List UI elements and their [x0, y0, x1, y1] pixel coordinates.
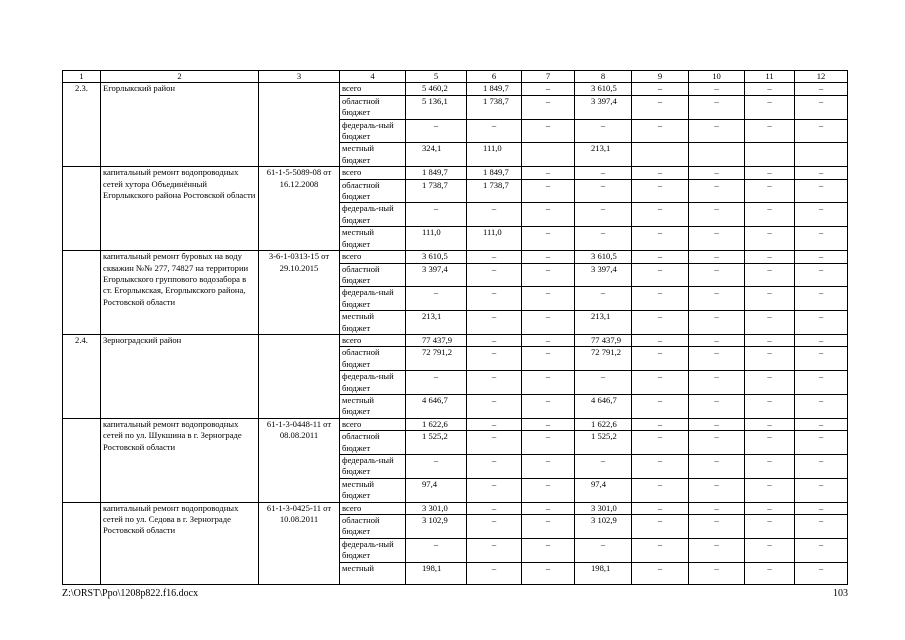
- value-cell: –: [745, 478, 795, 502]
- value-cell: 1 849,7: [406, 167, 467, 179]
- budget-table: [62, 70, 848, 585]
- document-code: [259, 83, 340, 167]
- value-cell: –: [795, 95, 848, 119]
- value-cell: –: [745, 394, 795, 418]
- value-cell: –: [522, 119, 575, 143]
- value-cell: –: [632, 418, 689, 430]
- value-cell: –: [467, 347, 522, 371]
- value-cell: –: [632, 167, 689, 179]
- value-cell: –: [795, 502, 848, 514]
- value-cell: –: [575, 179, 632, 203]
- value-cell: –: [795, 347, 848, 371]
- funding-source: местный: [340, 562, 406, 584]
- value-cell: –: [522, 311, 575, 335]
- header-cell: 3: [259, 71, 340, 83]
- object-name: капитальный ремонт водопроводных сетей по ул. Шукшина в г. Зернограде Ростовской области: [101, 418, 259, 502]
- row-number: 2.3.: [63, 83, 101, 167]
- value-cell: –: [632, 227, 689, 251]
- document-code: 61-1-5-5089-08 от 16.12.2008: [259, 167, 340, 251]
- value-cell: 1 849,7: [467, 83, 522, 95]
- object-name: капитальный ремонт буровых на воду скважин №№ 277, 74827 на территории Егорлыкского группового водозабора в ст. Егорлыкская, Егорлыкского района, Ростовской области: [101, 251, 259, 335]
- value-cell: –: [522, 287, 575, 311]
- value-cell: 198,1: [575, 562, 632, 584]
- object-name: Егорлыкский район: [101, 83, 259, 167]
- header-cell: 12: [795, 71, 848, 83]
- value-cell: 1 849,7: [467, 167, 522, 179]
- value-cell: –: [795, 431, 848, 455]
- funding-source: местный бюджет: [340, 311, 406, 335]
- value-cell: 111,0: [406, 227, 467, 251]
- value-cell: –: [522, 455, 575, 479]
- value-cell: 4 646,7: [575, 394, 632, 418]
- value-cell: –: [632, 515, 689, 539]
- funding-source: федераль-ный бюджет: [340, 371, 406, 395]
- value-cell: –: [632, 263, 689, 287]
- value-cell: –: [689, 418, 745, 430]
- value-cell: –: [689, 394, 745, 418]
- value-cell: 3 610,5: [406, 251, 467, 263]
- value-cell: [522, 143, 575, 167]
- value-cell: –: [522, 515, 575, 539]
- value-cell: 77 437,9: [406, 334, 467, 346]
- funding-source: местный бюджет: [340, 478, 406, 502]
- value-cell: –: [632, 83, 689, 95]
- value-cell: 97,4: [406, 478, 467, 502]
- value-cell: –: [745, 95, 795, 119]
- table-row: [63, 83, 848, 95]
- value-cell: –: [632, 431, 689, 455]
- value-cell: –: [632, 538, 689, 562]
- value-cell: 3 397,4: [406, 263, 467, 287]
- value-cell: –: [689, 203, 745, 227]
- value-cell: –: [522, 538, 575, 562]
- value-cell: –: [406, 119, 467, 143]
- value-cell: –: [522, 394, 575, 418]
- value-cell: –: [689, 167, 745, 179]
- value-cell: –: [745, 203, 795, 227]
- value-cell: 1 622,6: [406, 418, 467, 430]
- value-cell: –: [745, 431, 795, 455]
- value-cell: 1 738,7: [467, 95, 522, 119]
- header-cell: 6: [467, 71, 522, 83]
- funding-source: федераль-ный бюджет: [340, 455, 406, 479]
- value-cell: –: [795, 394, 848, 418]
- value-cell: –: [632, 119, 689, 143]
- value-cell: –: [745, 562, 795, 584]
- value-cell: –: [795, 478, 848, 502]
- table-row: [63, 167, 848, 179]
- value-cell: –: [632, 95, 689, 119]
- value-cell: –: [632, 455, 689, 479]
- value-cell: –: [745, 538, 795, 562]
- value-cell: –: [575, 371, 632, 395]
- document-code: 3-6-1-0313-15 от 29.10.2015: [259, 251, 340, 335]
- funding-source: федераль-ный бюджет: [340, 119, 406, 143]
- value-cell: –: [522, 179, 575, 203]
- value-cell: –: [632, 251, 689, 263]
- value-cell: –: [467, 562, 522, 584]
- value-cell: –: [689, 95, 745, 119]
- value-cell: –: [745, 515, 795, 539]
- value-cell: –: [406, 538, 467, 562]
- value-cell: –: [632, 371, 689, 395]
- footer-file-path: Z:\ORST\Ppo\1208p822.f16.docx: [62, 588, 199, 599]
- value-cell: –: [632, 287, 689, 311]
- header-cell: 9: [632, 71, 689, 83]
- table-row: [63, 251, 848, 263]
- value-cell: –: [689, 334, 745, 346]
- value-cell: –: [689, 311, 745, 335]
- value-cell: –: [795, 203, 848, 227]
- value-cell: 111,0: [467, 143, 522, 167]
- value-cell: 3 397,4: [575, 95, 632, 119]
- value-cell: –: [522, 562, 575, 584]
- funding-source: федераль-ный бюджет: [340, 538, 406, 562]
- value-cell: 5 460,2: [406, 83, 467, 95]
- value-cell: –: [632, 203, 689, 227]
- value-cell: –: [689, 227, 745, 251]
- value-cell: –: [467, 538, 522, 562]
- row-number: [63, 167, 101, 251]
- funding-source: всего: [340, 418, 406, 430]
- row-number: [63, 251, 101, 335]
- funding-source: федераль-ный бюджет: [340, 287, 406, 311]
- value-cell: –: [406, 203, 467, 227]
- value-cell: –: [406, 371, 467, 395]
- value-cell: [689, 143, 745, 167]
- table-row: [63, 418, 848, 430]
- funding-source: местный бюджет: [340, 143, 406, 167]
- value-cell: –: [795, 562, 848, 584]
- header-row: [63, 71, 848, 83]
- value-cell: –: [689, 347, 745, 371]
- value-cell: –: [689, 538, 745, 562]
- value-cell: –: [745, 227, 795, 251]
- value-cell: –: [745, 251, 795, 263]
- value-cell: –: [575, 538, 632, 562]
- value-cell: 97,4: [575, 478, 632, 502]
- value-cell: 1 525,2: [406, 431, 467, 455]
- value-cell: 3 610,5: [575, 83, 632, 95]
- funding-source: федераль-ный бюджет: [340, 203, 406, 227]
- value-cell: –: [745, 179, 795, 203]
- value-cell: –: [795, 311, 848, 335]
- value-cell: –: [795, 455, 848, 479]
- funding-source: областной бюджет: [340, 263, 406, 287]
- header-cell: 5: [406, 71, 467, 83]
- value-cell: –: [467, 251, 522, 263]
- document-code: 61-1-3-0448-11 от 08.08.2011: [259, 418, 340, 502]
- funding-source: областной бюджет: [340, 515, 406, 539]
- value-cell: –: [522, 431, 575, 455]
- value-cell: 72 791,2: [406, 347, 467, 371]
- value-cell: 1 738,7: [467, 179, 522, 203]
- header-cell: 11: [745, 71, 795, 83]
- value-cell: –: [745, 287, 795, 311]
- value-cell: 3 397,4: [575, 263, 632, 287]
- value-cell: –: [632, 179, 689, 203]
- value-cell: –: [467, 502, 522, 514]
- header-cell: 4: [340, 71, 406, 83]
- value-cell: 4 646,7: [406, 394, 467, 418]
- value-cell: –: [745, 371, 795, 395]
- row-number: 2.4.: [63, 334, 101, 418]
- value-cell: –: [575, 203, 632, 227]
- funding-source: всего: [340, 251, 406, 263]
- value-cell: –: [522, 418, 575, 430]
- value-cell: –: [467, 334, 522, 346]
- value-cell: –: [467, 478, 522, 502]
- value-cell: –: [795, 251, 848, 263]
- value-cell: –: [795, 167, 848, 179]
- header-cell: 2: [101, 71, 259, 83]
- value-cell: –: [689, 431, 745, 455]
- value-cell: –: [575, 227, 632, 251]
- value-cell: –: [689, 515, 745, 539]
- value-cell: –: [745, 263, 795, 287]
- value-cell: –: [795, 334, 848, 346]
- value-cell: –: [467, 418, 522, 430]
- value-cell: –: [795, 538, 848, 562]
- value-cell: –: [745, 334, 795, 346]
- funding-source: областной бюджет: [340, 431, 406, 455]
- value-cell: –: [522, 203, 575, 227]
- value-cell: –: [745, 119, 795, 143]
- value-cell: –: [467, 311, 522, 335]
- value-cell: 1 738,7: [406, 179, 467, 203]
- value-cell: –: [575, 455, 632, 479]
- value-cell: 324,1: [406, 143, 467, 167]
- document-code: 61-1-3-0425-11 от 10.08.2011: [259, 502, 340, 584]
- value-cell: –: [467, 394, 522, 418]
- value-cell: –: [689, 371, 745, 395]
- object-name: капитальный ремонт водопроводных сетей хутора Объединённый Егорлыкского района Ростовской области: [101, 167, 259, 251]
- funding-source: областной бюджет: [340, 95, 406, 119]
- object-name: капитальный ремонт водопроводных сетей по ул. Седова в г. Зернограде Ростовской области: [101, 502, 259, 584]
- value-cell: –: [745, 167, 795, 179]
- value-cell: –: [632, 502, 689, 514]
- value-cell: –: [632, 347, 689, 371]
- table-row: [63, 502, 848, 514]
- funding-source: местный бюджет: [340, 394, 406, 418]
- value-cell: –: [795, 263, 848, 287]
- value-cell: –: [689, 478, 745, 502]
- value-cell: –: [795, 418, 848, 430]
- value-cell: –: [795, 287, 848, 311]
- header-cell: 7: [522, 71, 575, 83]
- value-cell: [795, 143, 848, 167]
- header-cell: 10: [689, 71, 745, 83]
- value-cell: –: [467, 455, 522, 479]
- value-cell: 3 301,0: [406, 502, 467, 514]
- value-cell: –: [522, 95, 575, 119]
- value-cell: –: [467, 515, 522, 539]
- funding-source: всего: [340, 502, 406, 514]
- funding-source: всего: [340, 334, 406, 346]
- value-cell: –: [689, 455, 745, 479]
- value-cell: –: [467, 287, 522, 311]
- value-cell: –: [522, 371, 575, 395]
- value-cell: –: [522, 502, 575, 514]
- document-code: [259, 334, 340, 418]
- value-cell: 213,1: [575, 311, 632, 335]
- value-cell: 1 622,6: [575, 418, 632, 430]
- value-cell: –: [745, 455, 795, 479]
- value-cell: –: [795, 83, 848, 95]
- funding-source: областной бюджет: [340, 179, 406, 203]
- value-cell: 5 136,1: [406, 95, 467, 119]
- value-cell: –: [522, 83, 575, 95]
- object-name: Зерноградский район: [101, 334, 259, 418]
- value-cell: –: [522, 251, 575, 263]
- value-cell: –: [522, 167, 575, 179]
- value-cell: –: [575, 119, 632, 143]
- value-cell: –: [689, 83, 745, 95]
- value-cell: –: [689, 287, 745, 311]
- value-cell: –: [406, 455, 467, 479]
- value-cell: 213,1: [406, 311, 467, 335]
- value-cell: 3 610,5: [575, 251, 632, 263]
- value-cell: –: [522, 334, 575, 346]
- value-cell: –: [467, 431, 522, 455]
- value-cell: –: [689, 119, 745, 143]
- funding-source: всего: [340, 83, 406, 95]
- value-cell: –: [632, 394, 689, 418]
- value-cell: –: [632, 478, 689, 502]
- header-cell: 1: [63, 71, 101, 83]
- value-cell: 1 525,2: [575, 431, 632, 455]
- value-cell: –: [795, 227, 848, 251]
- value-cell: 3 301,0: [575, 502, 632, 514]
- value-cell: –: [689, 502, 745, 514]
- value-cell: [745, 143, 795, 167]
- value-cell: –: [467, 371, 522, 395]
- page-number: 103: [833, 588, 848, 599]
- value-cell: –: [575, 167, 632, 179]
- table-row: [63, 334, 848, 346]
- value-cell: –: [795, 119, 848, 143]
- value-cell: –: [522, 478, 575, 502]
- value-cell: –: [795, 179, 848, 203]
- value-cell: –: [795, 515, 848, 539]
- value-cell: –: [467, 263, 522, 287]
- value-cell: 77 437,9: [575, 334, 632, 346]
- value-cell: 72 791,2: [575, 347, 632, 371]
- value-cell: [632, 143, 689, 167]
- value-cell: 198,1: [406, 562, 467, 584]
- value-cell: –: [406, 287, 467, 311]
- value-cell: 3 102,9: [406, 515, 467, 539]
- value-cell: –: [467, 119, 522, 143]
- row-number: [63, 418, 101, 502]
- value-cell: –: [795, 371, 848, 395]
- funding-source: областной бюджет: [340, 347, 406, 371]
- value-cell: –: [745, 311, 795, 335]
- value-cell: –: [632, 334, 689, 346]
- value-cell: –: [689, 179, 745, 203]
- value-cell: –: [575, 287, 632, 311]
- value-cell: –: [745, 347, 795, 371]
- value-cell: –: [745, 418, 795, 430]
- value-cell: –: [632, 311, 689, 335]
- value-cell: –: [632, 562, 689, 584]
- value-cell: –: [689, 562, 745, 584]
- value-cell: 3 102,9: [575, 515, 632, 539]
- value-cell: –: [522, 263, 575, 287]
- table-body: [63, 83, 848, 584]
- header-cell: 8: [575, 71, 632, 83]
- value-cell: –: [745, 83, 795, 95]
- value-cell: –: [522, 347, 575, 371]
- funding-source: всего: [340, 167, 406, 179]
- row-number: [63, 502, 101, 584]
- value-cell: 213,1: [575, 143, 632, 167]
- value-cell: –: [689, 263, 745, 287]
- value-cell: –: [522, 227, 575, 251]
- value-cell: –: [745, 502, 795, 514]
- value-cell: –: [467, 203, 522, 227]
- value-cell: 111,0: [467, 227, 522, 251]
- value-cell: –: [689, 251, 745, 263]
- funding-source: местный бюджет: [340, 227, 406, 251]
